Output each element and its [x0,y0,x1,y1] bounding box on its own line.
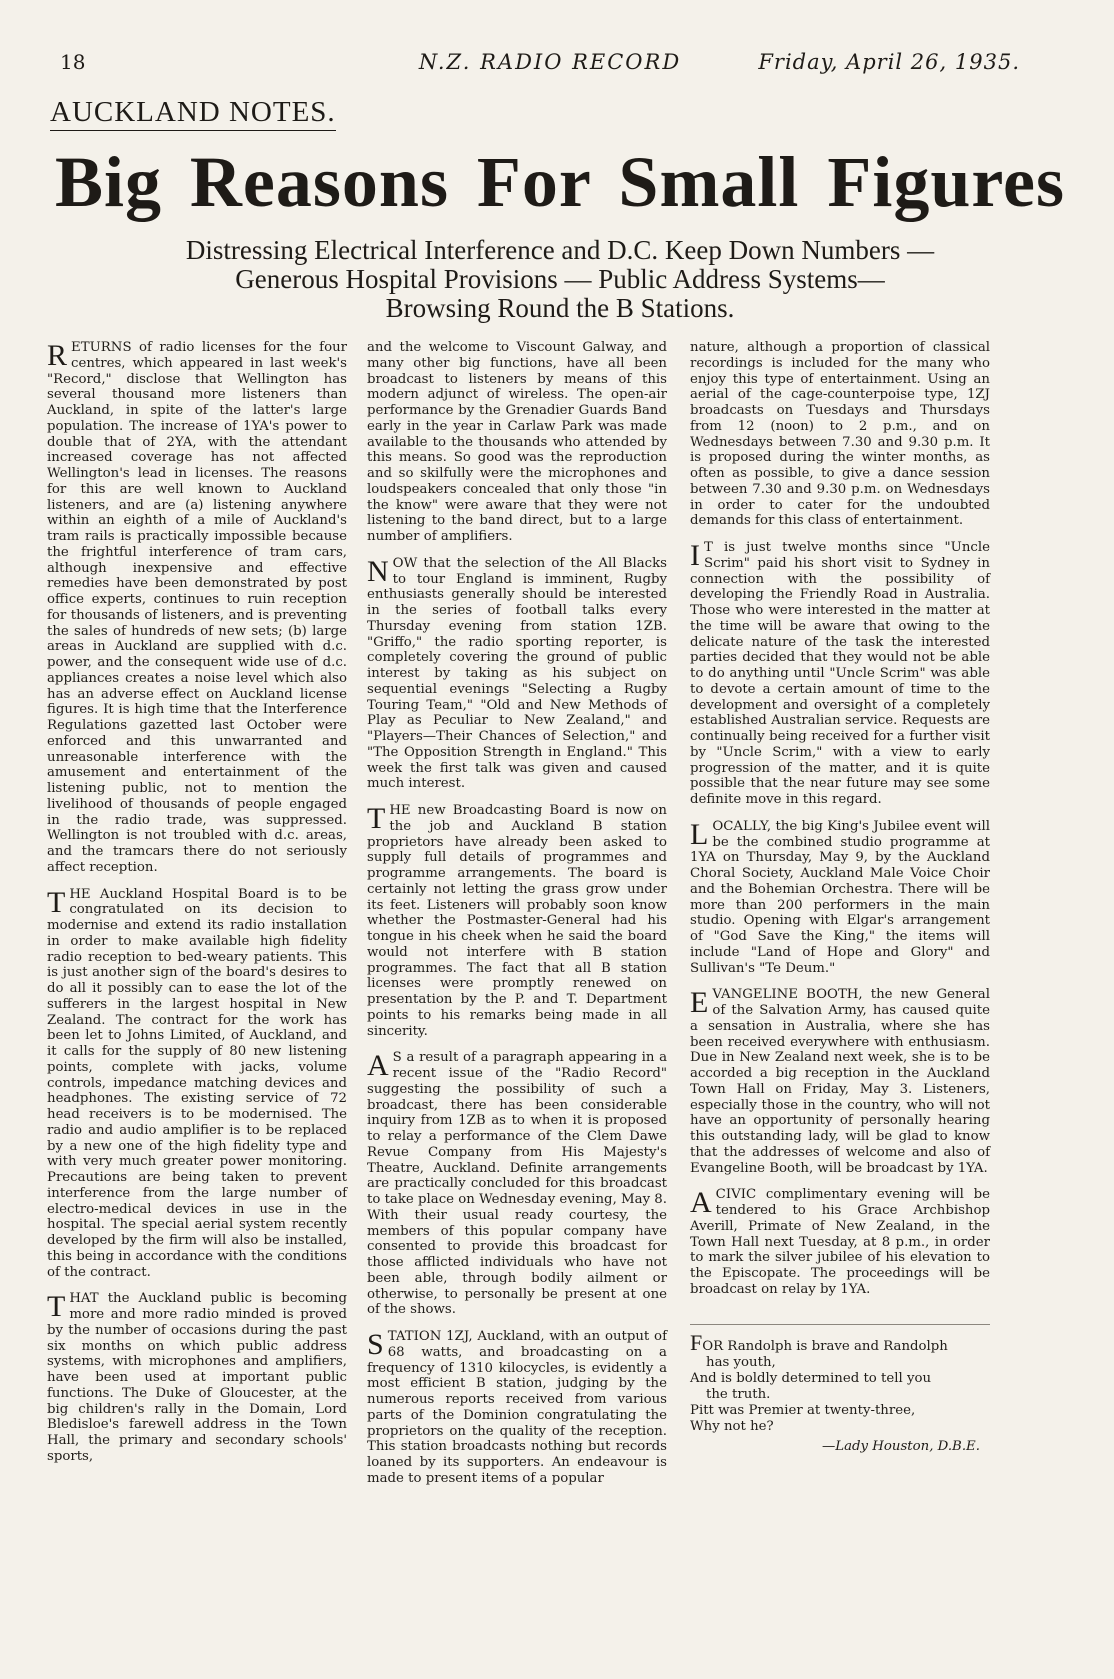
section-label: AUCKLAND NOTES. [50,96,336,131]
paragraph-text: OCALLY, the big King's Jubilee event will be the combined studio programme at 1YA on Thursday, May 9, by the Auckland Choral Society, Auckland Male Voice Choir and the Bohemian Orchestra. There will be more than 200 performers in the main studio. Opening with Elgar's arrangement of "God Save the King," the items will include "Land of Hope and Glory" and Sullivan's "Te Deum." [690,818,990,976]
column-1 [47,340,347,1476]
verse-line: And is boldly determined to tell you [690,1370,932,1386]
drop-cap: T [367,802,386,835]
paragraph [367,556,667,792]
publication-title: N.Z. RADIO RECORD [418,50,682,74]
paragraph-text: HAT the Auckland public is becoming more and more radio minded is proved by the number of occasions during the past six months on which public address systems, with microphones and amplifiers, have been used at important public functions. The Duke of Gloucester, at the big children's rally in the Domain, Lord Bledisloe's farewell address in the Town Hall, the primary and secondary schools' sports, [47,1291,347,1464]
drop-cap: A [690,1186,712,1220]
column-2 [367,340,667,1498]
attribution: —Lady Houston, D.B.E. [821,1438,980,1454]
verse-text: OR Randolph is brave and Randolph [702,1338,948,1354]
paragraph-text: HE Auckland Hospital Board is to be congratulated on its decision to modernise and extend its radio installation in order to make available high fidelity radio reception to bed-weary patients. This is just another sign of the board's desires to do all it possibly can to ease the lot of the sufferers in the largest hospital in New Zealand. The contract for the work has been let to Johns Limited, of Auckland, and it calls for the supply of 80 new listening points, complete with jacks, volume controls, impedance matching devices and headphones. The existing service of 72 head receivers is to be modernised. The radio and audio amplifier is to be replaced by a new one of the high fidelity type and with very much greater power monitoring. Precautions are being taken to prevent interference from the large number of electro-medical devices in use in the hospital. The special aerial system recently developed by the firm will also be installed, this being in accordance with the conditions of the contract. [47,886,347,1280]
verse-line: Pitt was Premier at twenty-three, [690,1402,916,1418]
paragraph-text: nature, although a proportion of classical recordings is included for the many who enjoy this type of entertainment. Using an aerial of the cage-counterpoise type, 1ZJ broadcasts on Tuesdays and Thursdays from 12 (noon) to 2 p.m., and on Wednesdays between 7.30 and 9.30 p.m. It is proposed during the winter months, as often as possible, to give a dance session between 7.30 and 9.30 p.m. on Wednesdays in order to cater for the undoubted demands for this class of entertainment. [690,340,990,529]
drop-cap: N [367,554,389,588]
subheadline-line: Distressing Electrical Interference and D.C. Keep Down Numbers — [185,235,935,265]
drop-cap: L [690,817,709,851]
page-number: 18 [60,50,86,74]
subheadline [55,236,1065,323]
subheadline-line: Generous Hospital Provisions — Public Address Systems— [235,264,885,294]
paragraph-text: VANGELINE BOOTH, the new General of the Salvation Army, has caused quite a sensation in Australia, where she has been received everywhere with enthusiasm. Due in New Zealand next week, she is to be accorded a big reception in the Auckland Town Hall on Friday, May 3. Listeners, especially those in the country, who will not have an opportunity of personally hearing this outstanding lady, will be glad to know that the addresses of welcome and also of Evangeline Booth, will be broadcast by 1YA. [690,987,990,1176]
drop-cap: E [690,986,709,1020]
paragraph [367,1329,667,1487]
headline: Big Reasons For Small Figures [55,142,1065,222]
drop-cap: R [47,339,68,372]
paragraph [690,987,990,1176]
paragraph [690,819,990,977]
paragraph-text: S a result of a paragraph appearing in a recent issue of the "Radio Record" suggesting the possibility of such a broadcast, there has been considerable inquiry from 1ZB as to when it is proposed to relay a performance of the Clem Dawe Revue Company from His Majesty's Theatre, Auckland. Definite arrangements are practically concluded for this broadcast to take place on Wednesday evening, May 8. With their usual ready courtesy, the members of this popular company have consented to provide this broadcast for those afflicted individuals who have not been able, through bodily ailment or otherwise, to personally be present at one of the shows. [367,1050,667,1318]
verse-quote [690,1324,990,1455]
paragraph-text: CIVIC complimentary evening will be tendered to his Grace Archbishop Averill, Primate of New Zealand, in the Town Hall next Tuesday, at 8 p.m., in order to mark the silver jubilee of his elevation to the Episcopate. The proceedings will be broadcast on relay by 1YA. [690,1187,990,1297]
paragraph [47,1291,347,1464]
drop-cap: F [690,1329,703,1355]
paragraph-text: HE new Broadcasting Board is now on the job and Auckland B station proprietors have already been asked to supply full details of programmes and programme arrangements. The board is certainly not letting the grass grow under its feet. Listeners will probably soon know whether the Postmaster-General had his tongue in his cheek when he said the board would not interfere with B station programmes. The fact that all B station licenses were promptly renewed on presentation by the P. and T. Department points to his remarks being made in all sincerity. [367,803,667,1039]
drop-cap: A [367,1049,389,1083]
paragraph [47,887,347,1281]
column-3 [690,340,990,1455]
paragraph-text: TATION 1ZJ, Auckland, with an output of 68 watts, and broadcasting on a frequency of 1310 kilocycles, is evidently a most efficient B station, judging by the numerous reports received from various parts of the Dominion congratulating the proprietors on the quality of the reception. This station broadcasts nothing but records loaned by its supporters. An endeavour is made to present items of a popular [367,1329,667,1486]
paragraph-text: and the welcome to Viscount Galway, and many other big functions, have all been broadcast to listeners by means of this modern adjunct of wireless. The open-air performance by the Grenadier Guards Band early in the year in Carlaw Park was made available to the thousands who attended by this means. So good was the reproduction and so skilfully were the microphones and loudspeakers concealed that only those "in the know" were aware that they were not listening to the band direct, but to a large number of amplifiers. [367,340,667,544]
paragraph-text: ETURNS of radio licenses for the four centres, which appeared in last week's "Record," disclose that Wellington has several thousand more listeners than Auckland, in spite of the latter's large population. The increase of 1YA's power to double that of 2YA, with the attendant increased coverage has not affected Wellington's lead in licenses. The reasons for this are well known to Auckland listeners, and are (a) listening anywhere within an eighth of a mile of Auckland's tram rails is practically impossible because the frightful interference of tram cars, although inexpensive and effective remedies have been demonstrated by post office experts, continues to ruin reception for thousands of listeners, and is preventing the sales of hundreds of new sets; (b) large areas in Auckland are supplied with d.c. power, and the consequent wide use of d.c. appliances creates a noise level which also has an adverse effect on Auckland license figures. It is high time that the Interference Regulations gazetted last October were enforced and this unwarranted and unreasonable interference with the amusement and entertainment of the listening public, not to mention the livelihood of thousands of people engaged in the radio trade, was suppressed. Wellington is not troubled with d.c. areas, and the tramcars there do not seriously affect reception. [47,340,347,875]
paragraph [690,1187,990,1297]
paragraph [690,340,990,529]
drop-cap: S [367,1328,384,1361]
paragraph [47,340,347,876]
drop-cap: T [47,1290,66,1324]
paragraph [367,803,667,1039]
verse-line [690,1329,990,1355]
verse-line: has youth, [706,1354,776,1370]
verse-line: the truth. [706,1386,771,1402]
paragraph [367,1050,667,1318]
running-head [60,50,1040,80]
verse-line: Why not he? [690,1418,774,1434]
paragraph-text: OW that the selection of the All Blacks to tour England is imminent, Rugby enthusiasts generally should be interested in the series of football talks every Thursday evening from station 1ZB. "Griffo," the radio sporting reporter, is completely covering the ground of public interest by taking as his subject on sequential evenings "Selecting a Rugby Touring Team," "Old and New Methods of Play as Peculiar to New Zealand," and "Players—Their Chances of Selection," and "The Opposition Strength in England." This week the first talk was given and caused much interest. [367,555,667,792]
paragraph [367,340,667,545]
drop-cap: I [690,539,700,572]
drop-cap: T [47,885,66,919]
paragraph [690,540,990,808]
paragraph-text: T is just twelve months since "Uncle Scrim" paid his short visit to Sydney in connection with the possibility of developing the Friendly Road in Australia. Those who were interested in the matter at the time will be aware that owing to the delicate nature of the task the interested parties decided that they would not be able to do anything until "Uncle Scrim" was able to devote a certain amount of time to the development and oversight of a completely established Australian service. Requests are continually being received for a further visit by "Uncle Scrim," with a view to early progression of the matter, and it is quite possible that the near future may see some definite move in this regard. [690,540,990,807]
subheadline-line: Browsing Round the B Stations. [385,293,735,323]
issue-date: Friday, April 26, 1935. [758,50,1020,74]
